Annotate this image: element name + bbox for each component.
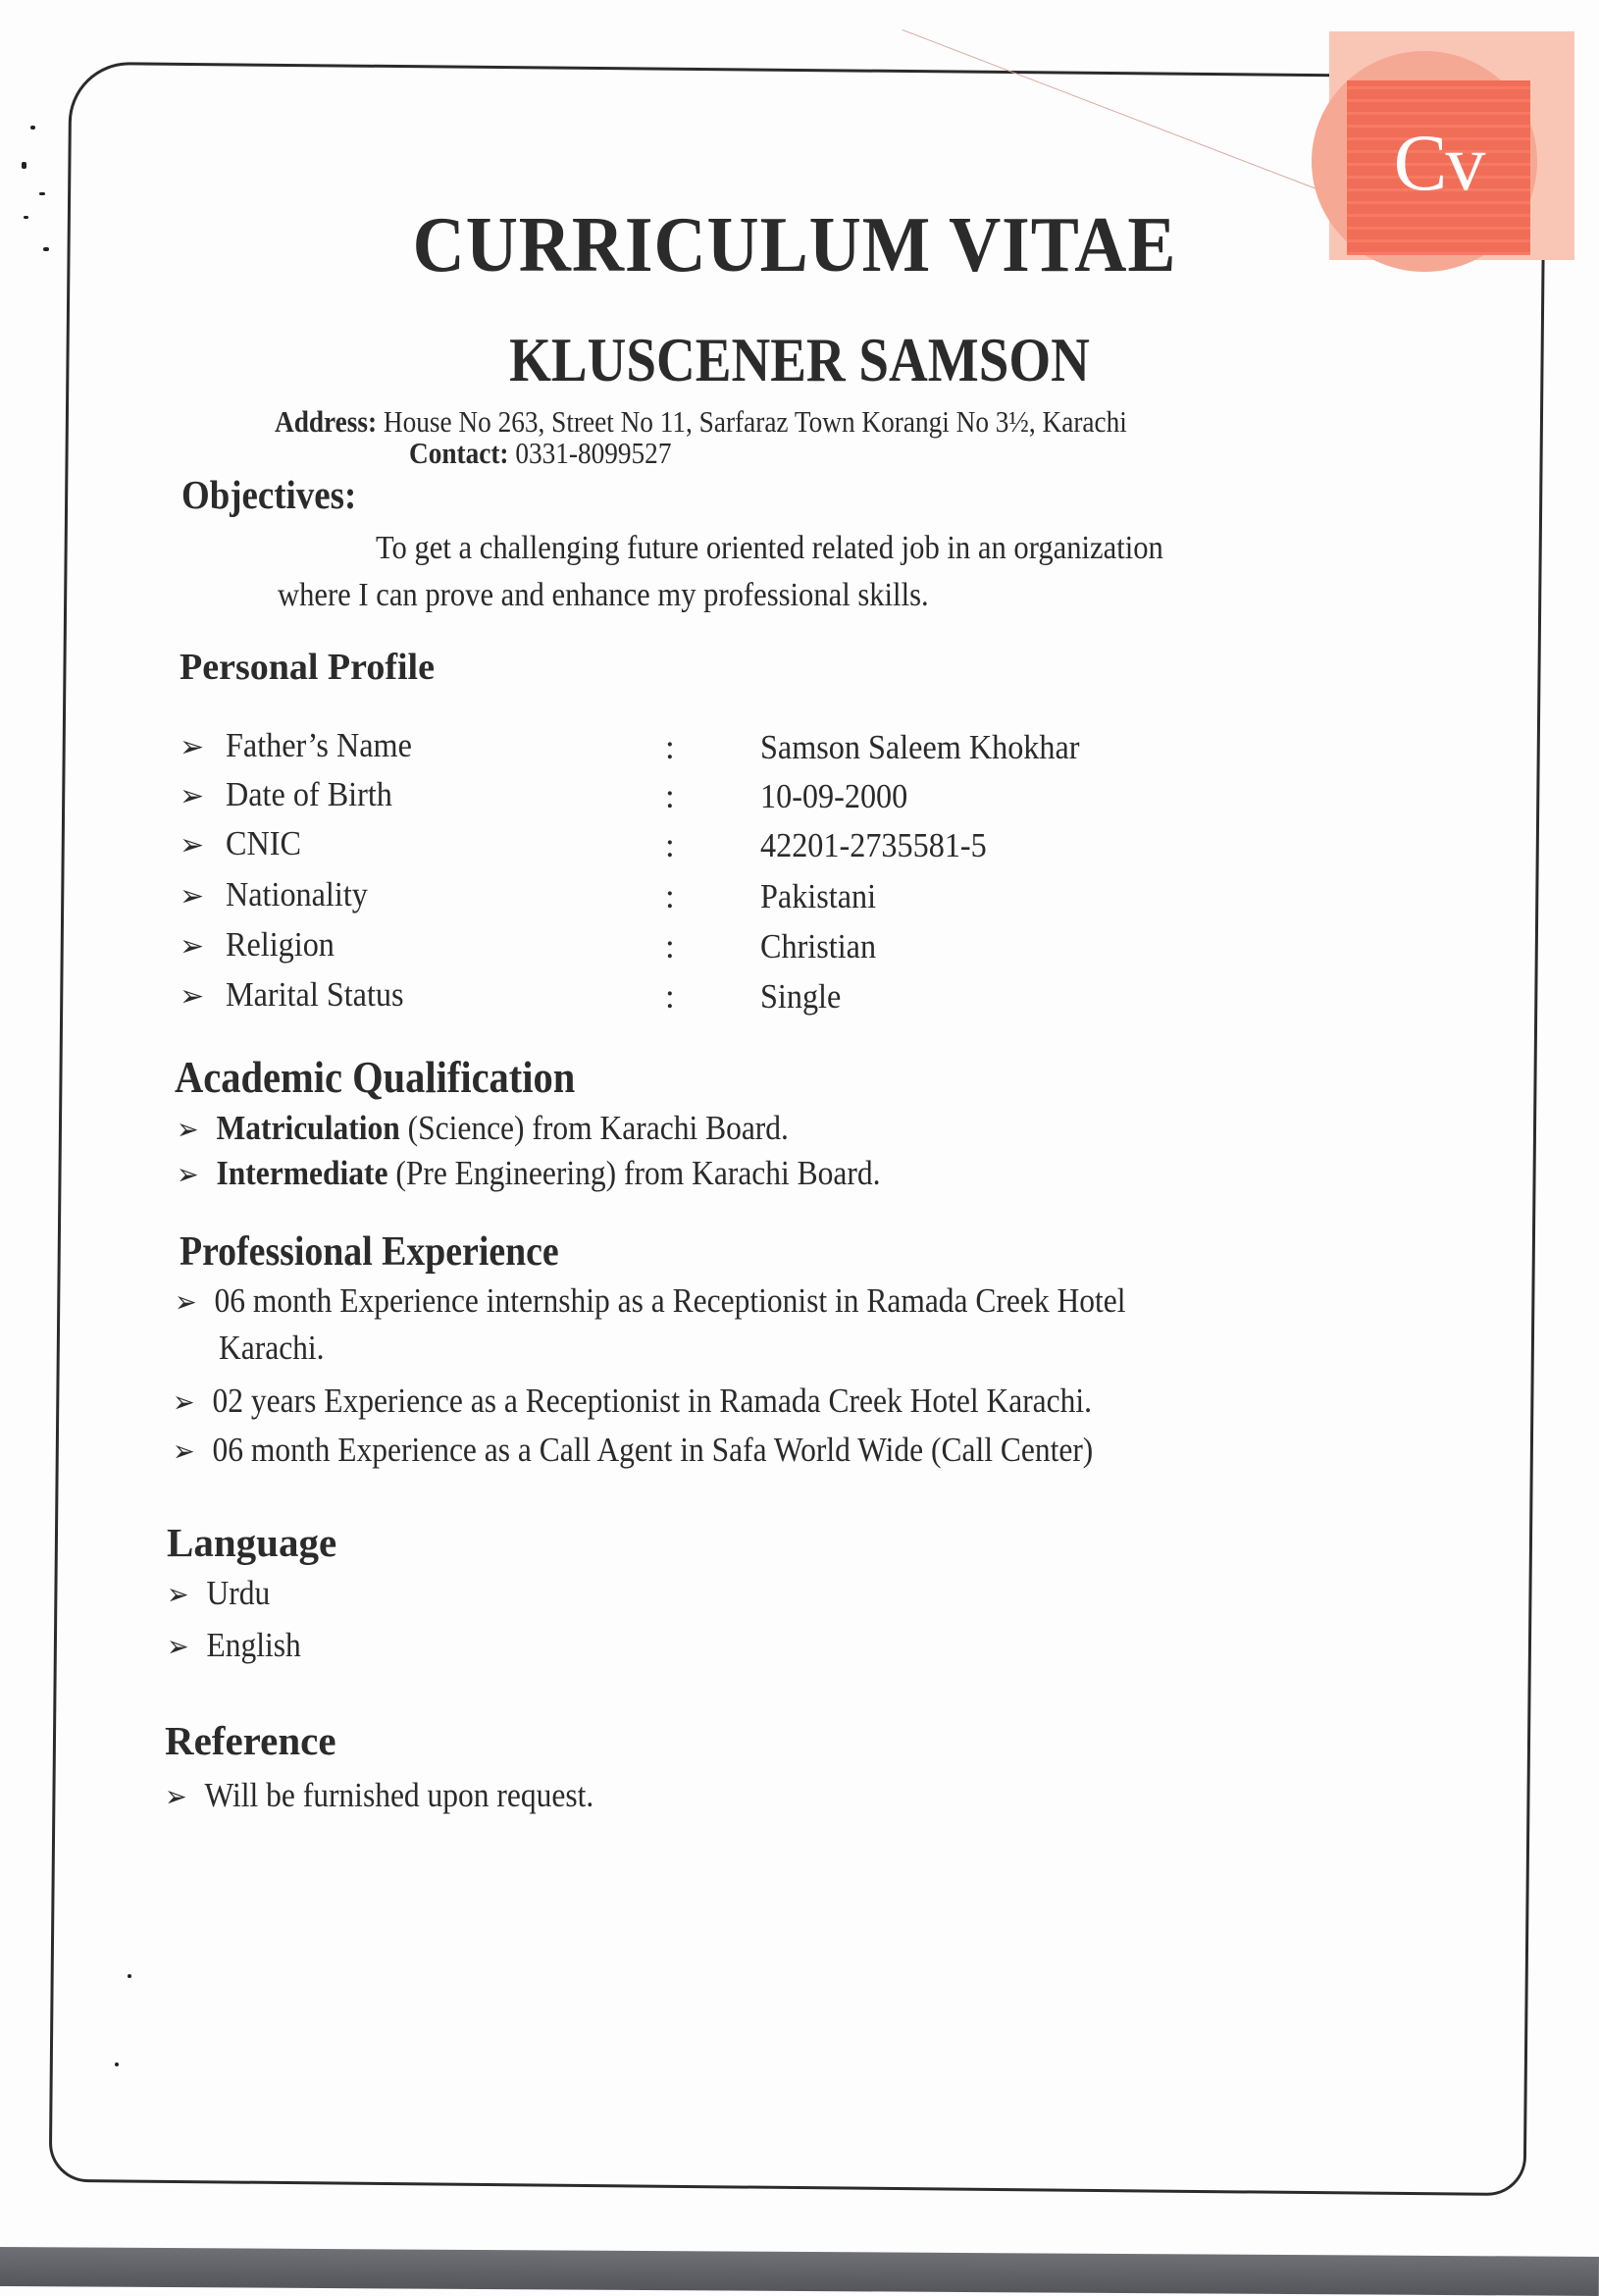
bullet-arrow-icon: ➢	[173, 1435, 195, 1468]
bullet-arrow-icon: ➢	[175, 1286, 197, 1319]
profile-row-date-of-birth	[180, 775, 1259, 822]
academic-item	[177, 1109, 789, 1148]
academic-level: Intermediate	[216, 1154, 388, 1192]
objective-text-line-1: To get a challenging future oriented related job in an organization	[376, 530, 1163, 566]
profile-row-cnic	[180, 824, 1259, 871]
profile-label: CNIC	[226, 824, 301, 862]
profile-row-nationality	[180, 875, 1259, 922]
scan-speck	[24, 216, 28, 219]
profile-value: Pakistani	[760, 877, 877, 915]
profile-value: Christian	[760, 927, 877, 965]
experience-text: 06 month Experience as a Call Agent in Safa World Wide (Call Center)	[212, 1431, 1094, 1469]
document-title: CURRICULUM VITAE	[412, 202, 1177, 288]
profile-label: Father’s Name	[226, 726, 412, 764]
scan-speck	[43, 247, 49, 251]
bullet-arrow-icon: ➢	[180, 780, 205, 812]
cv-badge-text: Cv	[1393, 118, 1484, 207]
academic-item	[177, 1154, 881, 1193]
experience-item	[175, 1281, 1125, 1321]
profile-row-religion	[180, 925, 1259, 972]
profile-row-marital-status	[180, 975, 1259, 1022]
scan-speck	[39, 192, 45, 195]
experience-item-continuation: Karachi.	[219, 1329, 325, 1367]
contact-label: Contact:	[409, 436, 509, 470]
profile-value: Samson Saleem Khokhar	[760, 728, 1080, 766]
academic-detail: (Science) from Karachi Board.	[399, 1109, 789, 1147]
academic-level: Matriculation	[216, 1109, 400, 1147]
bullet-arrow-icon: ➢	[173, 1386, 195, 1419]
objectives-heading: Objectives:	[181, 472, 357, 517]
language-name: Urdu	[206, 1574, 271, 1612]
language-item	[167, 1626, 301, 1665]
address-line	[275, 404, 1127, 440]
bullet-arrow-icon: ➢	[180, 930, 205, 963]
candidate-name: KLUSCENER SAMSON	[509, 325, 1090, 394]
language-name: English	[206, 1626, 301, 1664]
profile-label: Marital Status	[226, 975, 404, 1014]
address-label: Address:	[275, 404, 378, 439]
bullet-arrow-icon: ➢	[180, 980, 205, 1013]
profile-separator: :	[665, 826, 675, 864]
profile-value: 10-09-2000	[760, 777, 908, 815]
reference-heading: Reference	[165, 1718, 336, 1763]
reference-text: Will be furnished upon request.	[204, 1776, 594, 1814]
language-heading: Language	[167, 1520, 337, 1565]
profile-separator: :	[665, 877, 675, 915]
profile-label: Religion	[226, 925, 335, 964]
personal-profile-heading: Personal Profile	[180, 647, 435, 688]
academic-detail: (Pre Engineering) from Karachi Board.	[387, 1154, 881, 1192]
bullet-arrow-icon: ➢	[177, 1114, 199, 1146]
objective-text-line-2: where I can prove and enhance my professional skills.	[278, 577, 929, 613]
profile-separator: :	[665, 728, 675, 766]
bullet-arrow-icon: ➢	[167, 1631, 189, 1663]
experience-item	[173, 1431, 1093, 1470]
reference-item	[165, 1776, 593, 1815]
experience-text: 02 years Experience as a Receptionist in Ramada Creek Hotel Karachi.	[212, 1382, 1093, 1420]
profile-separator: :	[665, 927, 675, 965]
scan-speck	[128, 1974, 131, 1978]
bullet-arrow-icon: ➢	[180, 731, 205, 763]
profile-separator: :	[665, 977, 675, 1016]
bullet-arrow-icon: ➢	[177, 1159, 199, 1191]
profile-separator: :	[665, 777, 675, 815]
address-value: House No 263, Street No 11, Sarfaraz Town Korangi No 3½, Karachi	[383, 404, 1127, 439]
experience-heading: Professional Experience	[180, 1229, 559, 1275]
profile-label: Nationality	[226, 875, 368, 913]
bullet-arrow-icon: ➢	[165, 1781, 187, 1813]
bullet-arrow-icon: ➢	[167, 1579, 189, 1611]
academic-heading: Academic Qualification	[175, 1053, 576, 1102]
contact-value: 0331-8099527	[515, 436, 672, 470]
contact-line	[409, 436, 671, 471]
scan-speck	[115, 2062, 119, 2066]
experience-item	[173, 1382, 1092, 1421]
profile-value: 42201-2735581-5	[760, 826, 987, 864]
profile-label: Date of Birth	[226, 775, 392, 813]
profile-row-fathers-name	[180, 726, 1259, 773]
experience-text: 06 month Experience internship as a Receptionist in Ramada Creek Hotel	[214, 1281, 1126, 1320]
bullet-arrow-icon: ➢	[180, 880, 205, 913]
profile-value: Single	[760, 977, 842, 1016]
language-item	[167, 1574, 270, 1613]
scan-speck	[30, 126, 35, 130]
scan-speck	[22, 162, 26, 169]
bullet-arrow-icon: ➢	[180, 829, 205, 861]
